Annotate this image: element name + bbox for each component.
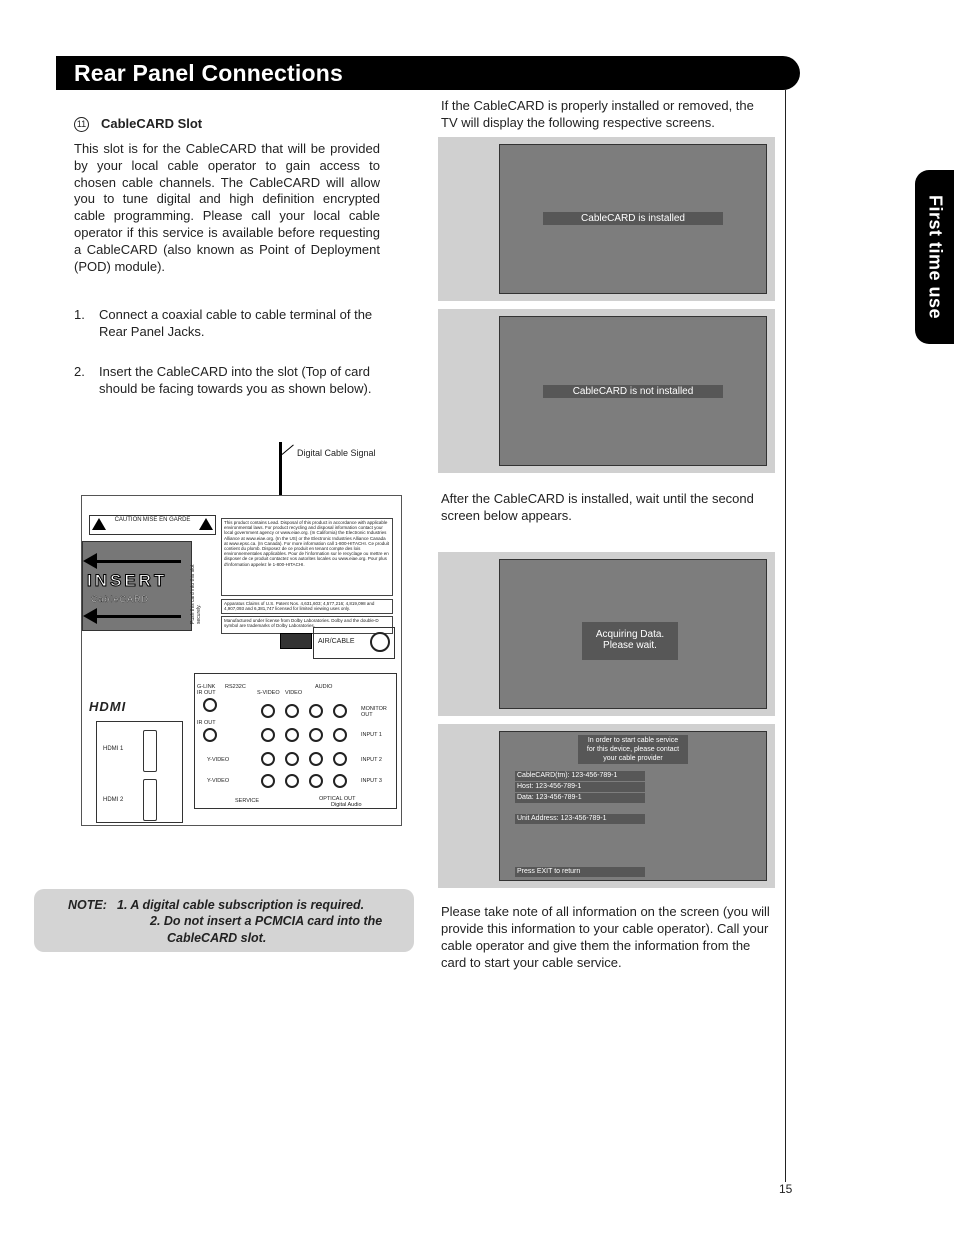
ir-out-label: IR OUT bbox=[197, 690, 216, 696]
input1-label: INPUT 1 bbox=[361, 732, 382, 738]
installed-banner: CableCARD is installed bbox=[543, 212, 723, 225]
intro-paragraph: This slot is for the CableCARD that will be provided by your local cable operator to gain access to chosen cable channels. The CableCARD will allow you to tune digital and high definition encrypted cable programming. Please call your local cable operator if this service is available before requesting a CableCARD (also known as Point of Deployment (POD) module). bbox=[74, 141, 380, 274]
air-cable-jack bbox=[313, 627, 395, 659]
push-instruction: Push this card into this slot securely. bbox=[190, 564, 202, 624]
acquiring-line-1: Acquiring Data. bbox=[595, 629, 665, 640]
screen-panel-4 bbox=[438, 724, 775, 888]
note-box bbox=[34, 889, 414, 952]
acquiring-line-2: Please wait. bbox=[603, 640, 657, 651]
warning-icon bbox=[92, 518, 106, 530]
screen-panel-1 bbox=[438, 137, 775, 301]
rs232c-label: RS232C bbox=[225, 684, 246, 690]
y-video-label: Y-VIDEO bbox=[207, 778, 230, 784]
jack-icon bbox=[285, 728, 299, 742]
g-link-label: G-LINK bbox=[197, 684, 216, 690]
jack-icon bbox=[261, 752, 275, 766]
hdmi1-label: HDMI 1 bbox=[103, 746, 124, 752]
info-data: Data: 123-456-789-1 bbox=[515, 793, 645, 803]
arrow-shaft bbox=[91, 560, 181, 563]
callout-leader bbox=[282, 444, 294, 454]
jack-icon bbox=[261, 728, 275, 742]
jack-icon bbox=[261, 704, 275, 718]
jack-icon bbox=[333, 728, 347, 742]
tv-screen bbox=[499, 144, 767, 294]
signal-label: Digital Cable Signal bbox=[297, 448, 376, 458]
service-line-1: In order to start cable service bbox=[587, 737, 679, 744]
mise-en-garde-text: MISE EN GARDE bbox=[142, 517, 191, 523]
coax-connector bbox=[280, 633, 312, 649]
note-line-2: 2. Do not insert a PCMCIA card into the bbox=[150, 914, 383, 928]
jack-icon bbox=[285, 774, 299, 788]
patent-notice: Apparatus Claims of U.S. Patent Nos. 4,631,603; 4,577,216; 4,819,098 and 4,907,093 and 6,381,747 licensed for limited viewing uses only. bbox=[221, 599, 393, 614]
cablecard-text: CableCARD bbox=[91, 594, 150, 604]
warning-icon bbox=[199, 518, 213, 530]
jack-icon bbox=[333, 774, 347, 788]
tv-screen bbox=[499, 559, 767, 709]
step-2 bbox=[74, 363, 380, 397]
section-heading bbox=[74, 116, 202, 132]
dolby-notice: Manufactured under license from Dolby Laboratories. Dolby and the double-D symbol are trademarks of Dolby Laboratories. bbox=[221, 616, 393, 634]
audio-label: AUDIO bbox=[315, 684, 333, 690]
side-tab-label: First time use bbox=[925, 194, 945, 320]
screens-intro: If the CableCARD is properly installed or removed, the TV will display the following respective screens. bbox=[441, 98, 754, 130]
digital-audio-label: Digital Audio bbox=[331, 802, 362, 808]
hdmi-port-icon bbox=[143, 730, 157, 772]
service-line-3: your cable provider bbox=[603, 755, 663, 762]
jack-icon bbox=[309, 752, 323, 766]
step-number: 2. bbox=[74, 364, 85, 379]
side-tab bbox=[915, 170, 954, 344]
jack-icon bbox=[309, 728, 323, 742]
jack-icon bbox=[285, 752, 299, 766]
video-label: VIDEO bbox=[285, 690, 303, 696]
screen-panel-3 bbox=[438, 552, 775, 716]
tv-screen bbox=[499, 316, 767, 466]
s-video-label: S-VIDEO bbox=[257, 690, 280, 696]
jack-icon bbox=[285, 704, 299, 718]
column-divider bbox=[785, 90, 786, 1182]
cablecard-slot bbox=[82, 541, 192, 631]
step-1 bbox=[74, 306, 380, 340]
jack-icon bbox=[309, 704, 323, 718]
info-host: Host: 123-456-789-1 bbox=[515, 782, 645, 792]
screen-panel-2 bbox=[438, 309, 775, 473]
jack-icon bbox=[309, 774, 323, 788]
insert-text: INSERT bbox=[87, 571, 168, 590]
page-number: 15 bbox=[779, 1182, 793, 1196]
input3-label: INPUT 3 bbox=[361, 778, 382, 784]
jack-icon bbox=[333, 704, 347, 718]
coax-jack-icon bbox=[370, 632, 390, 652]
acquiring-banner bbox=[582, 622, 678, 660]
step-number: 1. bbox=[74, 307, 85, 322]
service-line-2: for this device, please contact bbox=[586, 746, 680, 753]
info-cablecard: CableCARD(tm): 123-456-789-1 bbox=[515, 771, 645, 781]
title-bar bbox=[56, 56, 800, 90]
section-number: 11 bbox=[74, 117, 89, 132]
arrow-shaft bbox=[91, 615, 181, 618]
jack-icon bbox=[203, 728, 217, 742]
step-text: Connect a coaxial cable to cable terminal of the Rear Panel Jacks. bbox=[99, 307, 373, 339]
page-title: Rear Panel Connections bbox=[74, 60, 343, 86]
hdmi2-label: HDMI 2 bbox=[103, 797, 124, 803]
not-installed-banner: CableCARD is not installed bbox=[543, 385, 723, 398]
info-unit-address: Unit Address: 123-456-789-1 bbox=[515, 814, 645, 824]
rear-panel-diagram bbox=[81, 495, 402, 826]
step-text: Insert the CableCARD into the slot (Top of card should be facing towards you as shown below). bbox=[99, 364, 372, 396]
after-install-text: After the CableCARD is installed, wait until the second screen below appears. bbox=[441, 491, 754, 523]
tv-screen bbox=[499, 731, 767, 881]
optical-out-label: OPTICAL OUT bbox=[319, 796, 356, 802]
av-jacks-block bbox=[194, 673, 397, 809]
jack-icon bbox=[203, 698, 217, 712]
hdmi-port-icon bbox=[143, 779, 157, 821]
service-banner bbox=[578, 735, 688, 764]
note-label: NOTE: bbox=[68, 898, 107, 912]
monitor-out-label: MONITOR OUT bbox=[361, 706, 387, 718]
section-title: CableCARD Slot bbox=[101, 116, 203, 131]
note-line-1: 1. A digital cable subscription is required. bbox=[117, 898, 365, 912]
air-cable-label: AIR/CABLE bbox=[318, 638, 355, 645]
jack-icon bbox=[261, 774, 275, 788]
jack-icon bbox=[333, 752, 347, 766]
ir-out-label: IR OUT bbox=[197, 720, 216, 726]
caution-text: CAUTION bbox=[114, 517, 142, 523]
info-exit: Press EXIT to return bbox=[515, 867, 645, 877]
closing-text: Please take note of all information on the screen (you will provide this information to your cable operator). Call your cable operator and give them the information from the card to start your cable service. bbox=[441, 904, 770, 970]
recycling-notice: This product contains Lead. Disposal of this product in accordance with applicable environmental laws. For product recycling and disposal information contact your local government agency or www.eiae.org. (In California) the Electronic Industries Alliance at www.eiae.org. (In the US) or the Electronic Industries Alliance Canada at www.epsc.ca. (In Canada). For more information call 1-800-HITACHI. Ce produit contient du plomb. Disposez de ce produit en tenant compte des lois environnementales applicables. Pour de l'information sur le recyclage ou mettre en disposer de ce produit contactez vos autorites locales ou www.eiae.org. Pour plus d'information appelez le 1-800-HITACHI. bbox=[221, 518, 393, 596]
service-label: SERVICE bbox=[235, 798, 260, 804]
input2-label: INPUT 2 bbox=[361, 757, 382, 763]
hdmi-logo: HDMI bbox=[89, 699, 127, 714]
caution-label bbox=[89, 515, 216, 535]
y-video-label: Y-VIDEO bbox=[207, 757, 230, 763]
note-line-3: CableCARD slot. bbox=[167, 931, 267, 945]
hdmi-ports bbox=[96, 721, 183, 823]
